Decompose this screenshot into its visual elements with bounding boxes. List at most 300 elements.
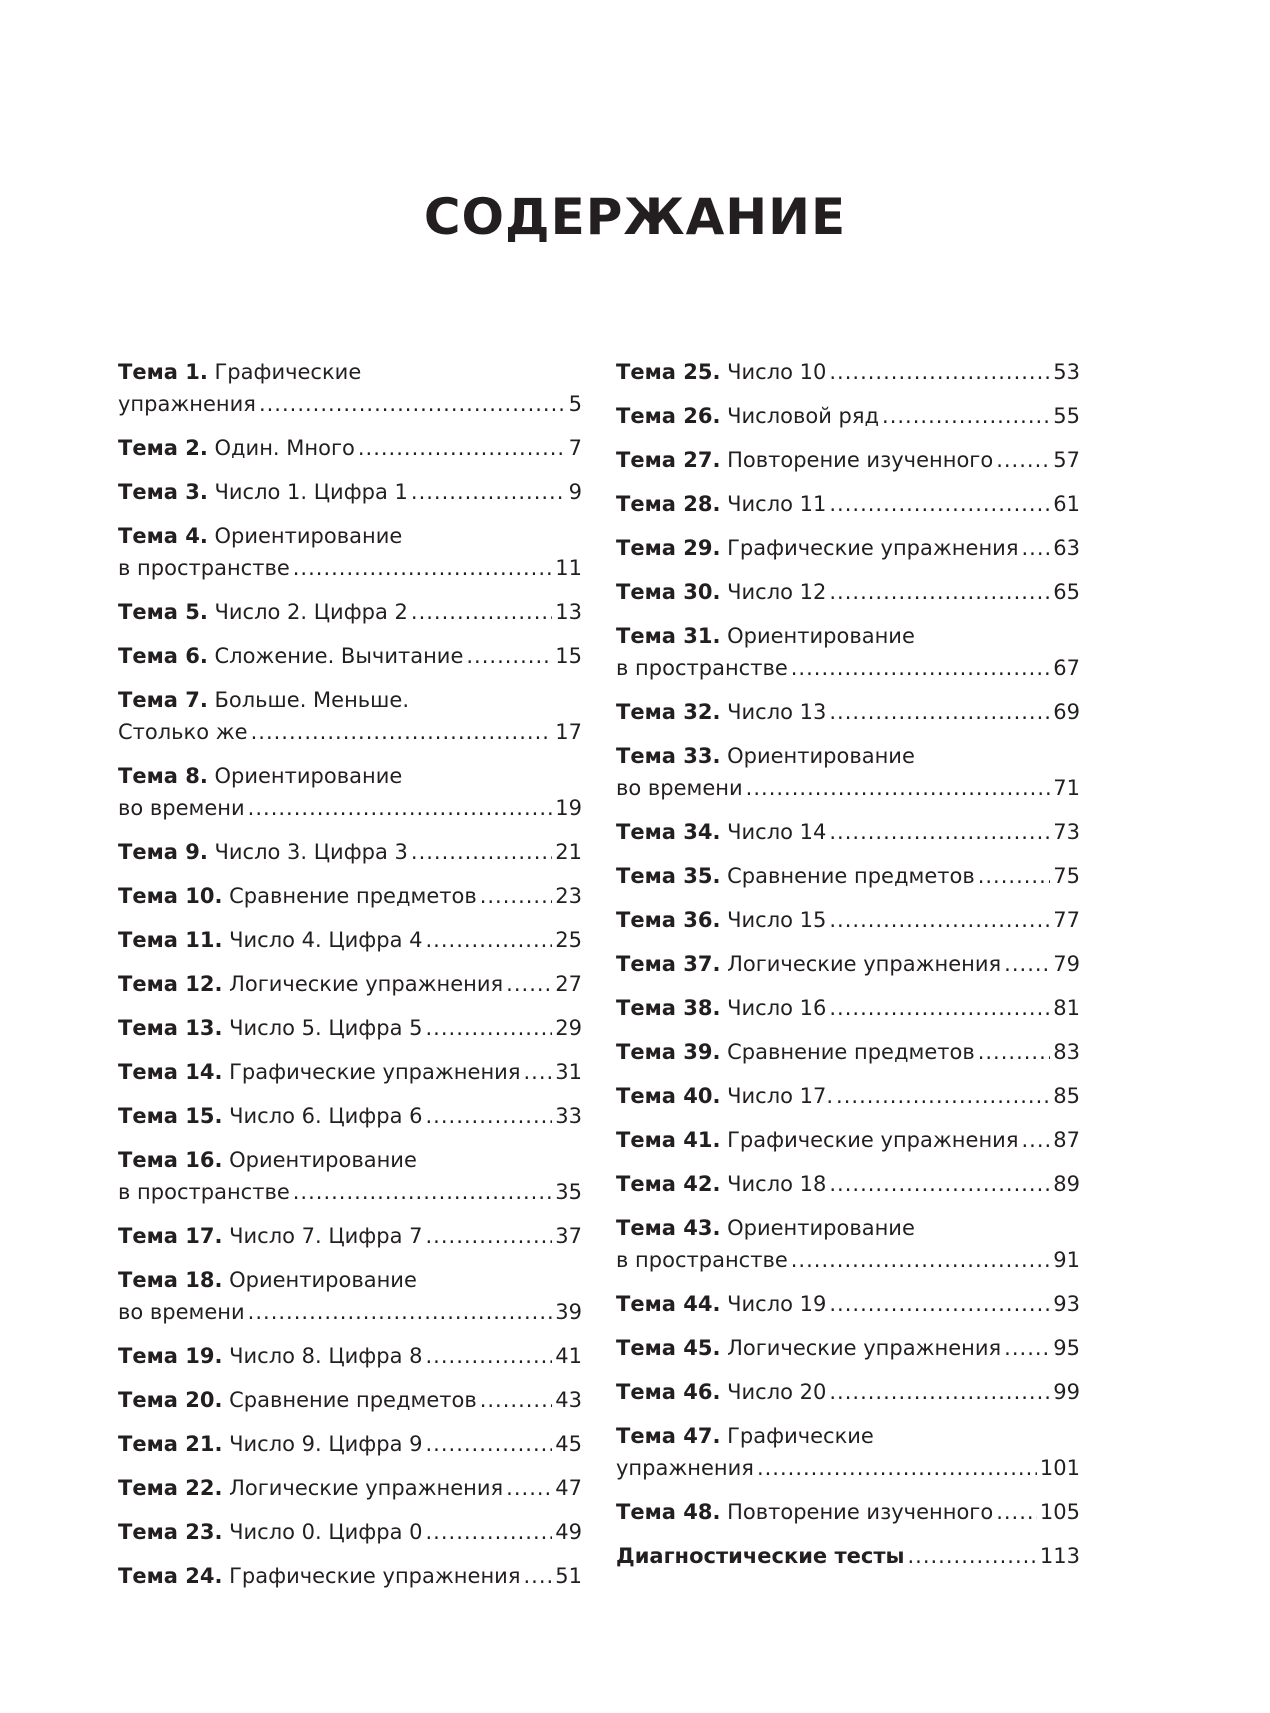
toc-topic-number: Тема 31. [616,624,721,648]
toc-entry-label [616,576,826,608]
toc-entry-line [616,816,1080,848]
toc-entry-label [118,1472,503,1504]
toc-entry-line [118,924,582,956]
toc-dot-leader [829,576,1050,608]
toc-topic-title: Число 20 [727,1380,827,1404]
toc-topic-number: Тема 38. [616,996,721,1020]
toc-entry-line [616,696,1080,728]
toc-dot-leader [996,444,1050,476]
toc-page-number: 5 [568,392,582,416]
toc-topic-title: Графические упражнения [229,1060,521,1084]
toc-entry-line [616,772,1080,804]
toc-topic-title: Столько же [118,720,248,744]
toc-entry-line [616,1124,1080,1156]
toc-entry-first-line [118,760,582,792]
toc-entry [118,1516,582,1548]
toc-topic-title: Графические упражнения [727,536,1019,560]
toc-entry-label [616,356,826,388]
toc-entry [118,1012,582,1044]
toc-entry-line [118,1012,582,1044]
toc-entry-line [118,716,582,748]
toc-dot-leader [466,640,552,672]
toc-entry-line [616,1496,1080,1528]
toc-entry [118,1340,582,1372]
toc-topic-title: Число 9. Цифра 9 [229,1432,423,1456]
toc-entry-label [616,740,915,772]
toc-topic-number: Тема 8. [118,764,208,788]
toc-dot-leader [791,1244,1051,1276]
toc-entry-label [616,1288,826,1320]
toc-dot-leader [523,1560,552,1592]
toc-entry-line [118,1100,582,1132]
toc-topic-number: Тема 23. [118,1520,223,1544]
toc-dot-leader [829,992,1050,1024]
toc-page-number: 41 [555,1344,582,1368]
toc-dot-leader [996,1496,1037,1528]
toc-entry-line [118,1384,582,1416]
toc-entry-line [616,1452,1080,1484]
toc-entry-line [616,1332,1080,1364]
toc-entry-line [118,1340,582,1372]
toc-page-number: 11 [555,556,582,580]
toc-entry-line [616,488,1080,520]
toc-dot-leader [426,1516,553,1548]
toc-dot-leader [293,1176,553,1208]
toc-entry-line [616,1168,1080,1200]
toc-entry-first-line [616,740,1080,772]
toc-dot-leader [523,1056,552,1088]
toc-topic-title: Число 13 [727,700,827,724]
toc-page-number: 25 [555,928,582,952]
toc-page-number: 79 [1053,952,1080,976]
toc-entry-line [118,1056,582,1088]
toc-topic-title: Графические [214,360,362,384]
toc-dot-leader [907,1540,1036,1572]
toc-topic-title: Графические упражнения [727,1128,1019,1152]
toc-entry-label [616,696,826,728]
toc-entry [616,1124,1080,1156]
toc-entry [118,1384,582,1416]
toc-topic-number: Тема 29. [616,536,721,560]
toc-page-number: 7 [568,436,582,460]
toc-entry-label [118,924,423,956]
toc-entry [118,476,582,508]
toc-topic-number: Тема 7. [118,688,208,712]
toc-page-number: 89 [1053,1172,1080,1196]
toc-topic-title: Число 5. Цифра 5 [229,1016,423,1040]
toc-dot-leader [426,1012,553,1044]
toc-page-number: 101 [1039,1456,1080,1480]
toc-page-number: 39 [555,1300,582,1324]
toc-topic-number: Тема 27. [616,448,721,472]
toc-topic-title: Ориентирование [214,524,403,548]
toc-entry [118,1056,582,1088]
toc-entry-line [616,1036,1080,1068]
toc-topic-title: Ориентирование [229,1148,417,1172]
toc-topic-title: Сравнение предметов [727,864,975,888]
toc-topic-title: упражнения [118,392,256,416]
toc-page-number: 91 [1053,1248,1080,1272]
toc-entry [118,760,582,824]
toc-dot-leader [978,1036,1051,1068]
toc-topic-title: во времени [118,1300,245,1324]
toc-topic-title: Число 10 [727,360,827,384]
toc-dot-leader [426,1340,553,1372]
toc-topic-title: Графические [727,1424,874,1448]
toc-entry [118,1264,582,1328]
toc-dot-leader [506,968,552,1000]
toc-dot-leader [259,388,566,420]
toc-page-number: 65 [1053,580,1080,604]
toc-topic-number: Тема 3. [118,480,208,504]
toc-entry-line [616,400,1080,432]
toc-topic-number: Тема 41. [616,1128,721,1152]
toc-entry-line [118,552,582,584]
toc-entry-line [118,968,582,1000]
toc-entry [616,1168,1080,1200]
toc-entry [118,432,582,464]
toc-entry-line [616,1376,1080,1408]
toc-entry-line [616,652,1080,684]
toc-dot-leader [293,552,553,584]
toc-topic-number: Тема 15. [118,1104,223,1128]
toc-topic-number: Тема 26. [616,404,721,428]
toc-topic-title: Число 0. Цифра 0 [229,1520,423,1544]
toc-entry [118,1560,582,1592]
toc-entry-label [118,1144,417,1176]
toc-dot-leader [251,716,553,748]
toc-entry-line [118,640,582,672]
toc-dot-leader [829,488,1050,520]
toc-topic-number: Тема 42. [616,1172,721,1196]
toc-topic-number: Тема 24. [118,1564,223,1588]
toc-page-number: 15 [555,644,582,668]
toc-dot-leader [248,1296,553,1328]
toc-topic-title: Число 7. Цифра 7 [229,1224,423,1248]
toc-topic-title: Число 8. Цифра 8 [229,1344,423,1368]
toc-topic-title: Число 16 [727,996,827,1020]
toc-entry-line [616,1288,1080,1320]
toc-entry [616,948,1080,980]
toc-entry [616,620,1080,684]
toc-entry-line [118,1176,582,1208]
toc-page-number: 75 [1053,864,1080,888]
toc-entry [118,640,582,672]
toc-topic-title: Число 1. Цифра 1 [214,480,408,504]
toc-topic-title: Сравнение предметов [727,1040,975,1064]
toc-entry [616,1540,1080,1572]
toc-dot-leader [248,792,553,824]
toc-entry [616,904,1080,936]
toc-dot-leader [1004,948,1050,980]
toc-entry [616,816,1080,848]
toc-entry [616,1376,1080,1408]
toc-topic-title: Число 2. Цифра 2 [214,600,408,624]
toc-entry-label [118,520,402,552]
toc-page-number: 67 [1053,656,1080,680]
toc-entry-label [118,1220,423,1252]
toc-entry-label [118,432,355,464]
toc-topic-title: Число 11 [727,492,827,516]
toc-entry [616,1496,1080,1528]
toc-page-number: 43 [555,1388,582,1412]
toc-entry-label [118,1012,423,1044]
toc-dot-leader [757,1452,1037,1484]
toc-entry-label [118,640,463,672]
page-title: СОДЕРЖАНИЕ [423,188,847,246]
toc-topic-title: Числовой ряд [727,404,880,428]
toc-topic-number: Тема 22. [118,1476,223,1500]
toc-topic-number: Тема 32. [616,700,721,724]
toc-entry-label [118,880,477,912]
toc-page-number: 105 [1039,1500,1080,1524]
toc-entry [118,596,582,628]
toc-page-number: 35 [555,1180,582,1204]
toc-entry-line [616,444,1080,476]
toc-entry-first-line [118,684,582,716]
toc-entry-label [616,1124,1018,1156]
toc-entry-label [616,1080,833,1112]
toc-page-number: 61 [1053,492,1080,516]
toc-dot-leader [1021,532,1050,564]
toc-topic-number: Тема 28. [616,492,721,516]
toc-topic-title: в пространстве [616,656,788,680]
toc-entry-line [118,432,582,464]
toc-topic-title: Повторение изученного [727,448,994,472]
toc-dot-leader [829,696,1050,728]
toc-entry-label [118,1428,423,1460]
toc-dot-leader [426,1428,553,1460]
toc-entry-label [118,1264,417,1296]
toc-entry-line [616,992,1080,1024]
toc-page-number: 57 [1053,448,1080,472]
toc-topic-title: Больше. Меньше. [214,688,409,712]
toc-entry [616,860,1080,892]
toc-entry-line [616,532,1080,564]
toc-entry-line [616,1080,1080,1112]
toc-topic-title: Логические упражнения [727,1336,1002,1360]
toc-entry [118,968,582,1000]
toc-dot-leader [829,356,1050,388]
toc-topic-title: Число 4. Цифра 4 [229,928,423,952]
toc-topic-title: в пространстве [118,556,290,580]
toc-topic-title: Ориентирование [229,1268,417,1292]
toc-topic-number: Тема 4. [118,524,208,548]
toc-entry [118,1220,582,1252]
toc-dot-leader [411,596,552,628]
toc-entry [616,1036,1080,1068]
toc-topic-title: Сравнение предметов [229,1388,477,1412]
toc-topic-number: Тема 39. [616,1040,721,1064]
toc-topic-title: Логические упражнения [727,952,1002,976]
toc-topic-title: Ориентирование [727,744,915,768]
toc-topic-title: Один. Много [214,436,355,460]
toc-entry [118,1428,582,1460]
toc-entry-first-line [616,1212,1080,1244]
toc-entry-label [118,836,408,868]
toc-entry [118,684,582,748]
toc-entry-label [118,1560,520,1592]
toc-page-number: 63 [1053,536,1080,560]
toc-entry [616,488,1080,520]
toc-page-number: 69 [1053,700,1080,724]
toc-dot-leader [1004,1332,1050,1364]
toc-dot-leader [506,1472,552,1504]
toc-topic-number: Тема 33. [616,744,721,768]
toc-page-number: 73 [1053,820,1080,844]
toc-topic-number: Тема 34. [616,820,721,844]
toc-entry-label [616,992,826,1024]
toc-entry [616,356,1080,388]
toc-topic-title: Сложение. Вычитание [214,644,464,668]
toc-entry-label [118,1056,520,1088]
toc-entry-label [616,1540,904,1572]
toc-topic-title: Число 19 [727,1292,827,1316]
toc-dot-leader [480,1384,553,1416]
toc-dot-leader [829,904,1050,936]
toc-entry-first-line [118,1264,582,1296]
toc-entry-line [118,792,582,824]
toc-entry-label [616,1212,915,1244]
toc-entry [118,1100,582,1132]
toc-topic-title: Графические упражнения [229,1564,521,1588]
toc-page-number: 19 [555,796,582,820]
toc-entry-line [616,948,1080,980]
toc-topic-number: Тема 36. [616,908,721,932]
toc-page-number: 33 [555,1104,582,1128]
toc-page-number: 27 [555,972,582,996]
toc-entry-label [118,356,361,388]
toc-topic-number: Тема 47. [616,1424,721,1448]
toc-page-number: 77 [1053,908,1080,932]
toc-topic-title: во времени [616,776,743,800]
toc-entry-label [118,684,409,716]
toc-dot-leader [829,816,1050,848]
toc-dot-leader [791,652,1051,684]
toc-entry-label [118,1340,423,1372]
toc-entry-label [118,1384,477,1416]
toc-right-column [616,356,1080,1584]
toc-entry-label [616,1168,826,1200]
toc-entry [616,1212,1080,1276]
toc-dot-leader [829,1376,1050,1408]
toc-entry [616,1080,1080,1112]
toc-dot-leader [829,1168,1050,1200]
toc-topic-number: Тема 25. [616,360,721,384]
toc-entry [118,836,582,868]
toc-page-number: 21 [555,840,582,864]
toc-topic-title: Число 6. Цифра 6 [229,1104,423,1128]
toc-topic-number: Тема 21. [118,1432,223,1456]
toc-topic-number: Тема 1. [118,360,208,384]
toc-dot-leader [882,400,1050,432]
toc-topic-number: Тема 19. [118,1344,223,1368]
toc-dot-leader [829,1288,1050,1320]
toc-page-number: 55 [1053,404,1080,428]
toc-topic-number: Тема 14. [118,1060,223,1084]
toc-topic-title: во времени [118,796,245,820]
toc-entry-label [616,1420,874,1452]
toc-topic-title: Число 17. [727,1084,834,1108]
toc-entry [616,576,1080,608]
toc-entry-line [118,880,582,912]
toc-entry-first-line [118,1144,582,1176]
toc-entry-line [616,1244,1080,1276]
toc-page-number: 95 [1053,1336,1080,1360]
toc-entry-label [616,1332,1001,1364]
toc-dot-leader [411,476,566,508]
toc-entry [616,992,1080,1024]
toc-topic-number: Диагностические тесты [616,1544,905,1568]
toc-topic-title: в пространстве [118,1180,290,1204]
toc-entry [118,880,582,912]
toc-entry-first-line [616,1420,1080,1452]
toc-entry [118,356,582,420]
toc-topic-number: Тема 30. [616,580,721,604]
toc-topic-title: Число 18 [727,1172,827,1196]
toc-page-number: 13 [555,600,582,624]
toc-topic-title: Число 12 [727,580,827,604]
toc-entry-label [616,904,826,936]
toc-topic-number: Тема 2. [118,436,208,460]
toc-entry-line [118,836,582,868]
toc-entry-label [616,400,879,432]
toc-topic-title: Логические упражнения [229,972,504,996]
toc-entry [118,520,582,584]
toc-entry-line [118,1472,582,1504]
toc-dot-leader [426,924,553,956]
toc-page-number: 49 [555,1520,582,1544]
toc-entry-line [118,1296,582,1328]
toc-entry-label [616,444,993,476]
toc-entry-line [616,356,1080,388]
toc-topic-title: Повторение изученного [727,1500,994,1524]
toc-entry [616,400,1080,432]
toc-entry-label [118,760,402,792]
toc-page-number: 83 [1053,1040,1080,1064]
toc-topic-number: Тема 44. [616,1292,721,1316]
toc-entry-label [616,532,1018,564]
toc-dot-leader [978,860,1051,892]
toc-page-number: 29 [555,1016,582,1040]
toc-entry-line [118,1560,582,1592]
toc-dot-leader [411,836,552,868]
toc-entry-line [616,904,1080,936]
toc-topic-number: Тема 12. [118,972,223,996]
toc-topic-number: Тема 11. [118,928,223,952]
toc-topic-number: Тема 45. [616,1336,721,1360]
toc-entry-line [118,1220,582,1252]
toc-entry-label [616,620,915,652]
toc-entry-first-line [118,356,582,388]
toc-entry-label [118,596,408,628]
toc-entry-label [616,1376,826,1408]
toc-topic-title: Число 3. Цифра 3 [214,840,408,864]
toc-topic-number: Тема 40. [616,1084,721,1108]
toc-topic-title: Число 15 [727,908,827,932]
toc-page-number: 17 [555,720,582,744]
toc-topic-number: Тема 20. [118,1388,223,1412]
toc-entry-label [616,1496,993,1528]
toc-topic-number: Тема 17. [118,1224,223,1248]
toc-entry-label [616,1036,975,1068]
toc-topic-number: Тема 5. [118,600,208,624]
toc-topic-number: Тема 18. [118,1268,223,1292]
toc-entry-line [616,576,1080,608]
toc-topic-title: в пространстве [616,1248,788,1272]
toc-page-number: 51 [555,1564,582,1588]
toc-topic-number: Тема 37. [616,952,721,976]
